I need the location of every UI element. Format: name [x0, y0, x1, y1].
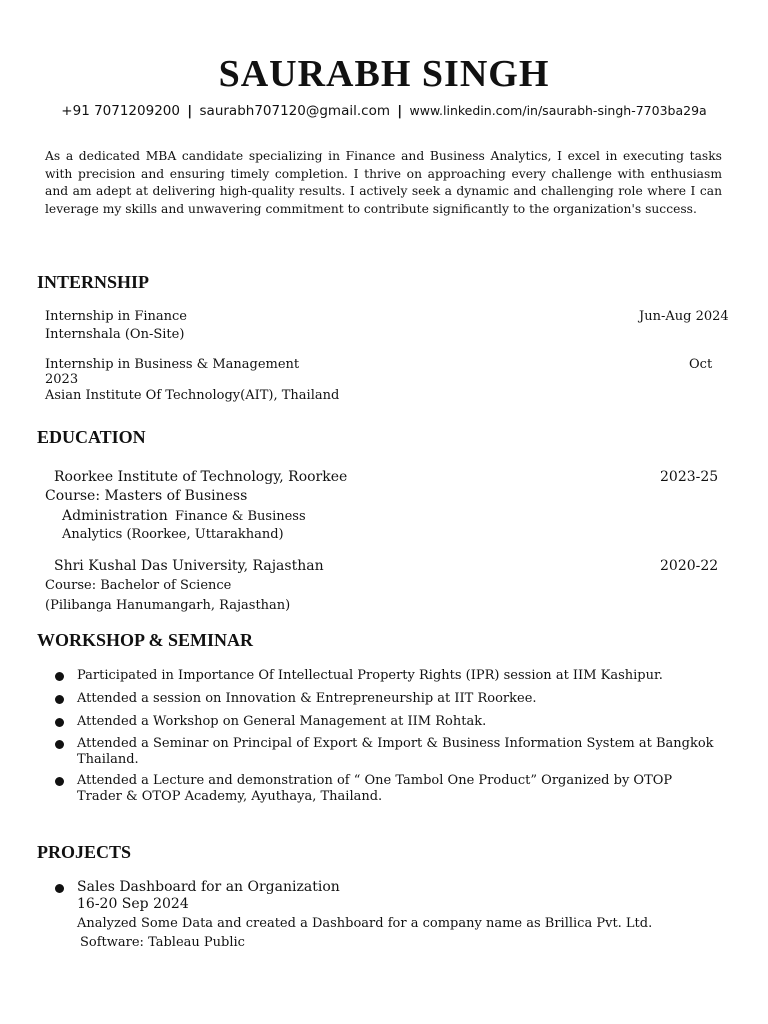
profile-summary: As a dedicated MBA candidate specializing in Finance and Business Analytics, I excel in executing tasks with precision and ensuring timely completion. I thrive on approaching every challenge with enthusiasm and am adept at delivering high-quality results. I actively seek a dynamic and challenging role where I can leverage my skills and unwavering commitment to contribute significantly to the organization's success. [45, 149, 722, 216]
project-title: Sales Dashboard for an Organization [77, 879, 340, 895]
workshop-item-text: Attended a Workshop on General Management at IIM Rohtak. [77, 714, 487, 729]
bullet-icon [55, 718, 64, 727]
bullet-icon [55, 672, 64, 681]
education-course: Course: Masters of Business [45, 488, 248, 504]
list-item [55, 691, 720, 707]
internship-date: Jun-Aug 2024 [639, 309, 729, 324]
education-location: Analytics (Roorkee, Uttarakhand) [62, 527, 284, 542]
internship-date: Oct [689, 357, 713, 372]
workshop-item-text: Participated in Importance Of Intellectual Property Rights (IPR) session at IIM Kashipur. [77, 668, 663, 683]
bullet-icon [55, 695, 64, 704]
project-description: Analyzed Some Data and created a Dashboard for a company name as Brillica Pvt. Ltd. [77, 916, 653, 931]
education-course-cont: Administration [62, 508, 168, 524]
list-item [55, 714, 720, 730]
contact-line [0, 103, 768, 119]
list-item [55, 668, 720, 684]
candidate-name: SAURABH SINGH [218, 53, 550, 95]
education-specialization: Finance & Business [175, 509, 306, 524]
project-software: Software: Tableau Public [80, 935, 245, 950]
internship-org: Asian Institute Of Technology(AIT), Thailand [45, 388, 340, 403]
email-link[interactable]: saurabh707120@gmail.com [199, 103, 390, 119]
bullet-icon [55, 777, 64, 786]
bullet-icon [55, 884, 64, 893]
education-year: 2023-25 [660, 469, 719, 485]
list-item [55, 773, 720, 805]
education-location: (Pilibanga Hanumangarh, Rajasthan) [45, 598, 291, 613]
education-institution: Roorkee Institute of Technology, Roorkee [54, 469, 348, 485]
section-heading-projects: PROJECTS [37, 842, 132, 862]
linkedin-link[interactable]: www.linkedin.com/in/saurabh-singh-7703ba29a [409, 103, 707, 118]
workshop-item-text: Attended a Lecture and demonstration of “ One Tambol One Product” Organized by OTOP Trader & OTOP Academy, Ayuthaya, Thailand. [77, 773, 673, 804]
internship-title: Internship in Finance [45, 309, 187, 324]
section-heading-internship: INTERNSHIP [37, 272, 150, 292]
section-heading-workshop: WORKSHOP & SEMINAR [37, 630, 254, 650]
workshop-item-text: Attended a session on Innovation & Entrepreneurship at IIT Roorkee. [77, 691, 537, 706]
section-heading-education: EDUCATION [37, 427, 146, 447]
contact-separator: | [187, 103, 193, 119]
internship-title: Internship in Business & Management [45, 357, 300, 372]
contact-separator: | [397, 103, 403, 119]
project-date: 16-20 Sep 2024 [77, 896, 189, 912]
list-item [55, 736, 720, 768]
workshop-item-text: Attended a Seminar on Principal of Export & Import & Business Information System at Bangkok Thailand. [77, 736, 714, 767]
education-course: Course: Bachelor of Science [45, 578, 232, 593]
education-year: 2020-22 [660, 558, 719, 574]
internship-org: Internshala (On-Site) [45, 327, 185, 342]
bullet-icon [55, 740, 64, 749]
education-institution: Shri Kushal Das University, Rajasthan [54, 558, 324, 574]
internship-date-year: 2023 [45, 372, 79, 387]
phone-number[interactable]: +91 7071209200 [61, 103, 180, 119]
